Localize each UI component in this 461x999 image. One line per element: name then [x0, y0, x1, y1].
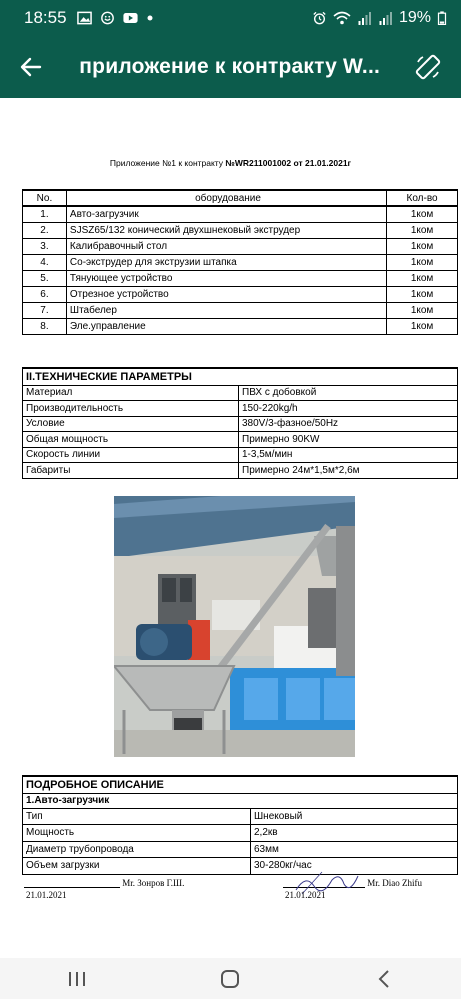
- signature-left-date: 21.01.2021: [26, 890, 67, 900]
- spec-label: Объем загрузки: [23, 858, 251, 875]
- table-row: [23, 858, 458, 875]
- cell-no: 3.: [23, 238, 67, 254]
- status-time: 18:55: [24, 8, 67, 27]
- spec-label: Тип: [23, 808, 251, 825]
- battery-percent: 19%: [398, 9, 431, 26]
- section-title-row: [23, 368, 458, 385]
- cell-qty: 1ком: [387, 238, 458, 254]
- table-row: [23, 286, 458, 302]
- header-no: No.: [23, 190, 67, 206]
- description-section-title: ПОДРОБНОЕ ОПИСАНИЕ: [23, 776, 458, 793]
- cell-equipment: SJSZ65/132 конический двухшнековый экструдер: [66, 222, 386, 238]
- recent-apps-icon: [68, 971, 86, 987]
- recent-apps-button[interactable]: [47, 961, 107, 997]
- signature-left: [24, 878, 184, 888]
- table-row: [23, 302, 458, 318]
- spec-value: 63мм: [251, 841, 458, 858]
- param-label: Материал: [23, 385, 239, 401]
- param-value: 380V/3-фазное/50Hz: [239, 416, 458, 432]
- battery-icon: [437, 11, 447, 25]
- back-button[interactable]: [0, 36, 61, 98]
- cell-qty: 1ком: [387, 206, 458, 222]
- cell-no: 7.: [23, 302, 67, 318]
- cell-equipment: Со-экструдер для экструзии штапка: [66, 254, 386, 270]
- table-row: [23, 254, 458, 270]
- table-row: [23, 416, 458, 432]
- table-row: [23, 222, 458, 238]
- description-table: [22, 775, 458, 875]
- cell-no: 6.: [23, 286, 67, 302]
- cell-qty: 1ком: [387, 270, 458, 286]
- rotate-screen-button[interactable]: [404, 36, 453, 98]
- table-row: [23, 447, 458, 463]
- page-title: приложение к контракту W...: [79, 55, 381, 78]
- cell-qty: 1ком: [387, 254, 458, 270]
- param-label: Производительность: [23, 401, 239, 417]
- param-label: Общая мощность: [23, 432, 239, 448]
- spec-value: Шнековый: [251, 808, 458, 825]
- gallery-icon: [77, 11, 92, 25]
- back-arrow-icon: [20, 56, 42, 78]
- cell-equipment: Тянующее устройство: [66, 270, 386, 286]
- signature-left-name: Mr. Зонров Г.Ш.: [122, 878, 185, 888]
- home-icon: [220, 969, 240, 989]
- param-label: Габариты: [23, 463, 239, 479]
- header-equipment: оборудование: [66, 190, 386, 206]
- table-row: [23, 432, 458, 448]
- document-heading: [0, 158, 461, 168]
- auto-loader-photo: [114, 496, 355, 757]
- spec-value: 30-280кг/час: [251, 858, 458, 875]
- table-row: [23, 808, 458, 825]
- spec-label: Мощность: [23, 825, 251, 842]
- param-value: Примерно 24м*1,5м*2,6м: [239, 463, 458, 479]
- screen-rotation-icon: [414, 53, 442, 81]
- app-bar: [0, 36, 461, 98]
- param-value: ПВХ с добовкой: [239, 385, 458, 401]
- cell-equipment: Отрезное устройство: [66, 286, 386, 302]
- header-qty: Кол-во: [387, 190, 458, 206]
- auto-loader-picture: [114, 496, 355, 757]
- param-value: 1-3,5м/мин: [239, 447, 458, 463]
- spec-label: Диаметр трубопровода: [23, 841, 251, 858]
- cell-equipment: Авто-загрузчик: [66, 206, 386, 222]
- table-header-row: [23, 190, 458, 206]
- table-row: [23, 385, 458, 401]
- cell-no: 2.: [23, 222, 67, 238]
- equipment-table: [22, 189, 458, 335]
- cell-equipment: Штабелер: [66, 302, 386, 318]
- table-row: [23, 463, 458, 479]
- cell-no: 4.: [23, 254, 67, 270]
- param-label: Скорость линии: [23, 447, 239, 463]
- signature-line: [24, 887, 120, 888]
- signal-icon-1: [357, 11, 372, 25]
- document-viewer[interactable]: [0, 98, 461, 958]
- system-nav-bar: [0, 958, 461, 999]
- status-right: [312, 9, 447, 27]
- param-value: Примерно 90KW: [239, 432, 458, 448]
- tech-section-title: II.ТЕХНИЧЕСКИЕ ПАРАМЕТРЫ: [23, 368, 458, 385]
- cell-equipment: Эле.управление: [66, 318, 386, 334]
- table-row: [23, 401, 458, 417]
- signature-right-name: Mr. Diao Zhifu: [367, 878, 422, 888]
- cell-no: 1.: [23, 206, 67, 222]
- wifi-icon: [333, 11, 351, 25]
- back-nav-button[interactable]: [354, 961, 414, 997]
- cell-qty: 1ком: [387, 222, 458, 238]
- heading-contract-number: №WR211001002 от 21.01.2021г: [225, 158, 352, 168]
- status-bar: [0, 0, 461, 36]
- smiley-icon: [100, 11, 115, 25]
- subsection-row: [23, 793, 458, 808]
- chevron-left-icon: [377, 970, 391, 988]
- cell-no: 8.: [23, 318, 67, 334]
- cell-qty: 1ком: [387, 318, 458, 334]
- description-subtitle: 1.Авто-загрузчик: [23, 793, 458, 808]
- table-row: [23, 318, 458, 334]
- tech-params-table: [22, 367, 458, 479]
- cell-equipment: Калибравочный стол: [66, 238, 386, 254]
- home-button[interactable]: [200, 961, 260, 997]
- table-row: [23, 825, 458, 842]
- alarm-icon: [312, 11, 327, 25]
- table-row: [23, 238, 458, 254]
- youtube-icon: [123, 11, 138, 25]
- table-row: [23, 206, 458, 222]
- cell-no: 5.: [23, 270, 67, 286]
- dot-icon: [146, 11, 154, 25]
- section-title-row: [23, 776, 458, 793]
- table-row: [23, 270, 458, 286]
- heading-prefix: Приложение №1 к контракту: [109, 158, 226, 168]
- param-value: 150-220kg/h: [239, 401, 458, 417]
- param-label: Условие: [23, 416, 239, 432]
- cell-qty: 1ком: [387, 286, 458, 302]
- table-row: [23, 841, 458, 858]
- notification-icons: [77, 11, 154, 25]
- signal-icon-2: [378, 11, 393, 25]
- spec-value: 2,2кв: [251, 825, 458, 842]
- signature-right-date: 21.01.2021: [285, 890, 326, 900]
- cell-qty: 1ком: [387, 302, 458, 318]
